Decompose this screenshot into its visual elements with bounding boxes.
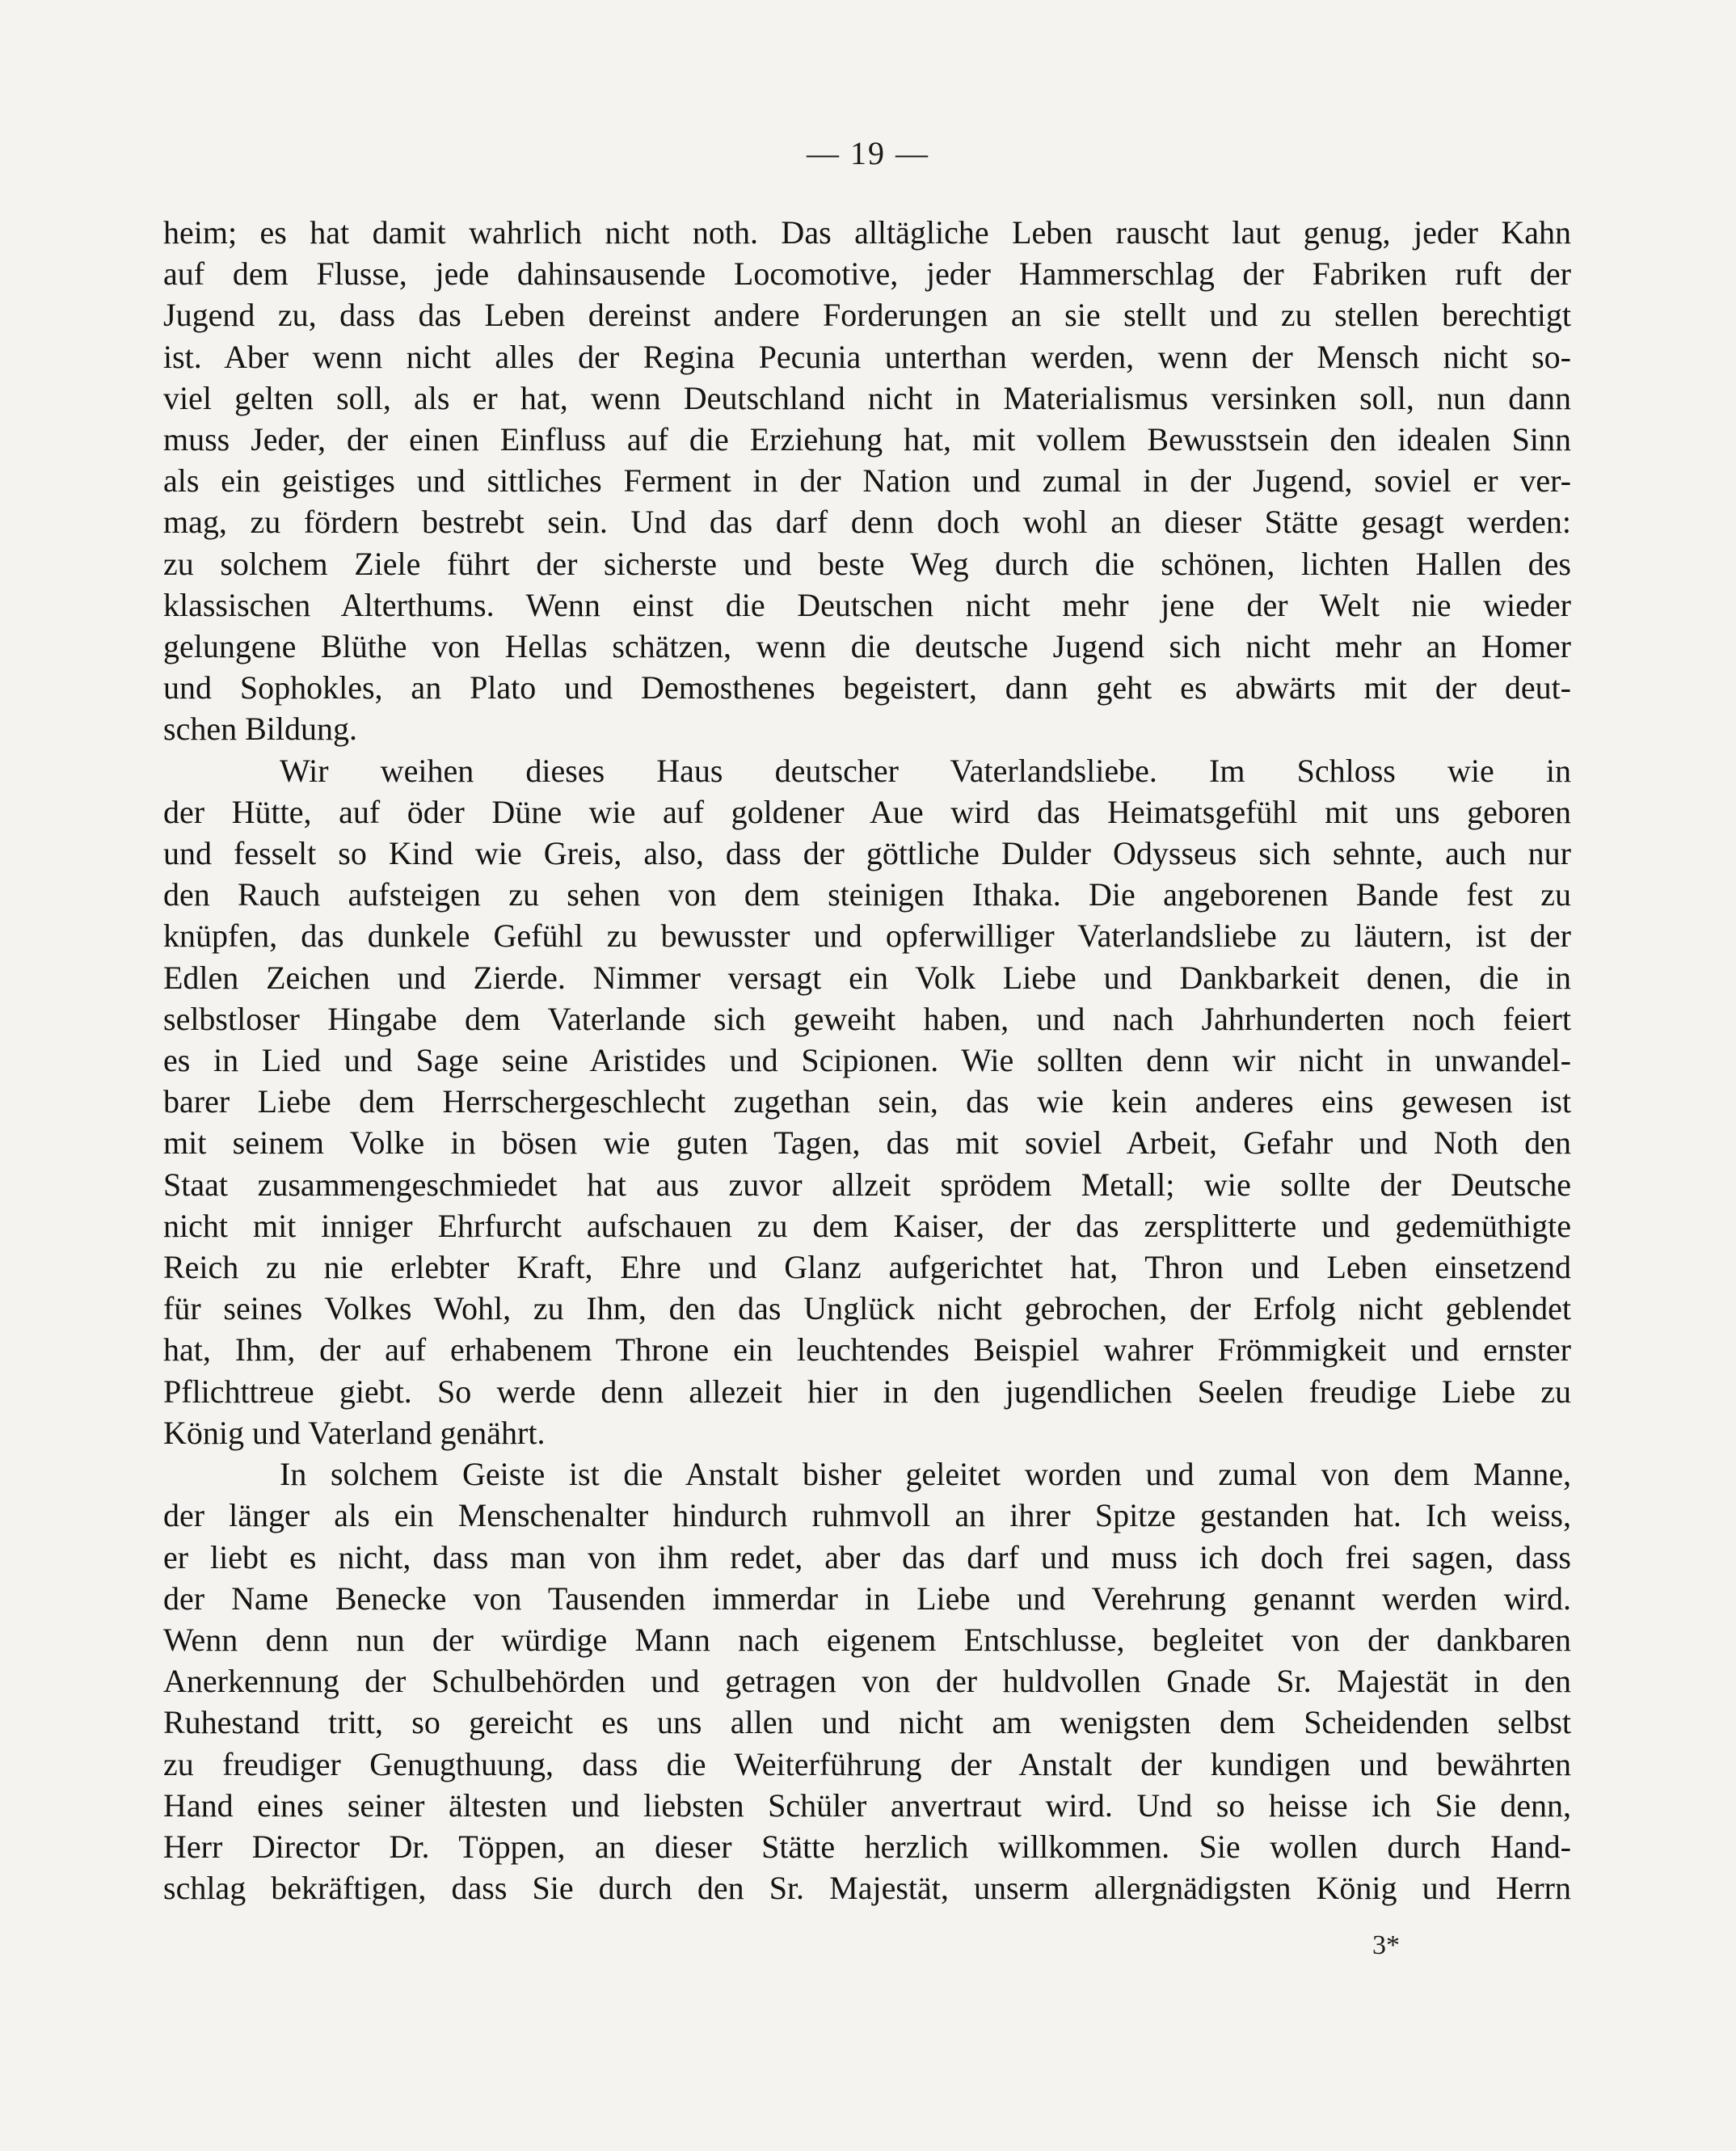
- text-line: barer Liebe dem Herrschergeschlecht zugethan sein, das wie kein anderes eins gewesen ist: [163, 1083, 1571, 1120]
- text-line: den Rauch aufsteigen zu sehen von dem steinigen Ithaka. Die angeborenen Bande fest zu: [163, 876, 1571, 913]
- paragraph: [163, 750, 1571, 1453]
- text-line: Wir weihen dieses Haus deutscher Vaterlandsliebe. Im Schloss wie in: [280, 752, 1571, 789]
- text-line: zu freudiger Genugthuung, dass die Weiterführung der Anstalt der kundigen und bewährten: [163, 1745, 1571, 1782]
- paragraph: [163, 1453, 1571, 1908]
- text-line: und fesselt so Kind wie Greis, also, dass der göttliche Dulder Odysseus sich sehnte, auch nur: [163, 835, 1571, 872]
- text-line: Staat zusammengeschmiedet hat aus zuvor allzeit sprödem Metall; wie sollte der Deutsche: [163, 1166, 1571, 1203]
- text-line: Ruhestand tritt, so gereicht es uns allen und nicht am wenigsten dem Scheidenden selbst: [163, 1704, 1571, 1741]
- text-line: mit seinem Volke in bösen wie guten Tagen, das mit soviel Arbeit, Gefahr und Noth den: [163, 1124, 1571, 1162]
- text-line: Hand eines seiner ältesten und liebsten Schüler anvertraut wird. Und so heisse ich Sie denn,: [163, 1786, 1571, 1824]
- text-line: In solchem Geiste ist die Anstalt bisher geleitet worden und zumal von dem Manne,: [280, 1456, 1571, 1493]
- text-line: auf dem Flusse, jede dahinsausende Locomotive, jeder Hammerschlag der Fabriken ruft der: [163, 255, 1571, 293]
- text-line: der Hütte, auf öder Düne wie auf goldener Aue wird das Heimatsgefühl mit uns geboren: [163, 793, 1571, 830]
- text-line: nicht mit inniger Ehrfurcht aufschauen zu dem Kaiser, der das zersplitterte und gedemüthigte: [163, 1207, 1571, 1244]
- text-line: muss Jeder, der einen Einfluss auf die Erziehung hat, mit vollem Bewusstsein den idealen Sinn: [163, 421, 1571, 458]
- text-line: Pflichttreue giebt. So werde denn allezeit hier in den jugendlichen Seelen freudige Liebe zu: [163, 1373, 1571, 1410]
- text-line: Herr Director Dr. Töppen, an dieser Stätte herzlich willkommen. Sie wollen durch Hand-: [163, 1828, 1571, 1865]
- page-number: — 19 —: [807, 135, 929, 171]
- text-line: gelungene Blüthe von Hellas schätzen, wenn die deutsche Jugend sich nicht mehr an Homer: [163, 628, 1571, 665]
- text-line: der länger als ein Menschenalter hindurch ruhmvoll an ihrer Spitze gestanden hat. Ich weiss,: [163, 1497, 1571, 1534]
- text-line: schlag bekräftigen, dass Sie durch den Sr. Majestät, unserm allergnädigsten König und Herrn: [163, 1870, 1571, 1907]
- body-text: [163, 212, 1571, 1908]
- text-line: König und Vaterland genährt.: [163, 1414, 546, 1451]
- text-line: mag, zu fördern bestrebt sein. Und das darf denn doch wohl an dieser Stätte gesagt werden:: [163, 504, 1571, 541]
- text-line: selbstloser Hingabe dem Vaterlande sich geweiht haben, und nach Jahrhunderten noch feiert: [163, 1000, 1571, 1037]
- text-line: schen Bildung.: [163, 711, 357, 748]
- text-line: es in Lied und Sage seine Aristides und Scipionen. Wie sollten denn wir nicht in unwandel-: [163, 1042, 1571, 1079]
- text-line: zu solchem Ziele führt der sicherste und beste Weg durch die schönen, lichten Hallen des: [163, 545, 1571, 582]
- text-line: klassischen Alterthums. Wenn einst die Deutschen nicht mehr jene der Welt nie wieder: [163, 586, 1571, 623]
- sheet-signature: 3*: [1372, 1930, 1400, 1960]
- text-line: viel gelten soll, als er hat, wenn Deutschland nicht in Materialismus versinken soll, nun dann: [163, 379, 1571, 416]
- text-line: Anerkennung der Schulbehörden und getragen von der huldvollen Gnade Sr. Majestät in den: [163, 1663, 1571, 1700]
- text-line: ist. Aber wenn nicht alles der Regina Pecunia unterthan werden, wenn der Mensch nicht so-: [163, 338, 1571, 375]
- paragraph: [163, 212, 1571, 750]
- text-line: er liebt es nicht, dass man von ihm redet, aber das darf und muss ich doch frei sagen, dass: [163, 1538, 1571, 1575]
- text-line: der Name Benecke von Tausenden immerdar in Liebe und Verehrung genannt werden wird.: [163, 1580, 1571, 1617]
- text-line: Jugend zu, dass das Leben dereinst andere Forderungen an sie stellt und zu stellen berechtigt: [163, 297, 1571, 334]
- text-line: Reich zu nie erlebter Kraft, Ehre und Glanz aufgerichtet hat, Thron und Leben einsetzend: [163, 1249, 1571, 1286]
- text-line: hat, Ihm, der auf erhabenem Throne ein leuchtendes Beispiel wahrer Frömmigkeit und ernster: [163, 1331, 1571, 1369]
- text-line: als ein geistiges und sittliches Ferment in der Nation und zumal in der Jugend, soviel er ver-: [163, 462, 1571, 500]
- text-line: Wenn denn nun der würdige Mann nach eigenem Entschlusse, begleitet von der dankbaren: [163, 1621, 1571, 1658]
- text-line: Edlen Zeichen und Zierde. Nimmer versagt ein Volk Liebe und Dankbarkeit denen, die in: [163, 959, 1571, 996]
- text-line: für seines Volkes Wohl, zu Ihm, den das Unglück nicht gebrochen, der Erfolg nicht geblendet: [163, 1290, 1571, 1327]
- text-line: und Sophokles, an Plato und Demosthenes begeistert, dann geht es abwärts mit der deut-: [163, 669, 1571, 706]
- text-line: knüpfen, das dunkele Gefühl zu bewusster und opferwilliger Vaterlandsliebe zu läutern, ist der: [163, 917, 1571, 955]
- text-line: heim; es hat damit wahrlich nicht noth. Das alltägliche Leben rauscht laut genug, jeder Kahn: [163, 214, 1571, 251]
